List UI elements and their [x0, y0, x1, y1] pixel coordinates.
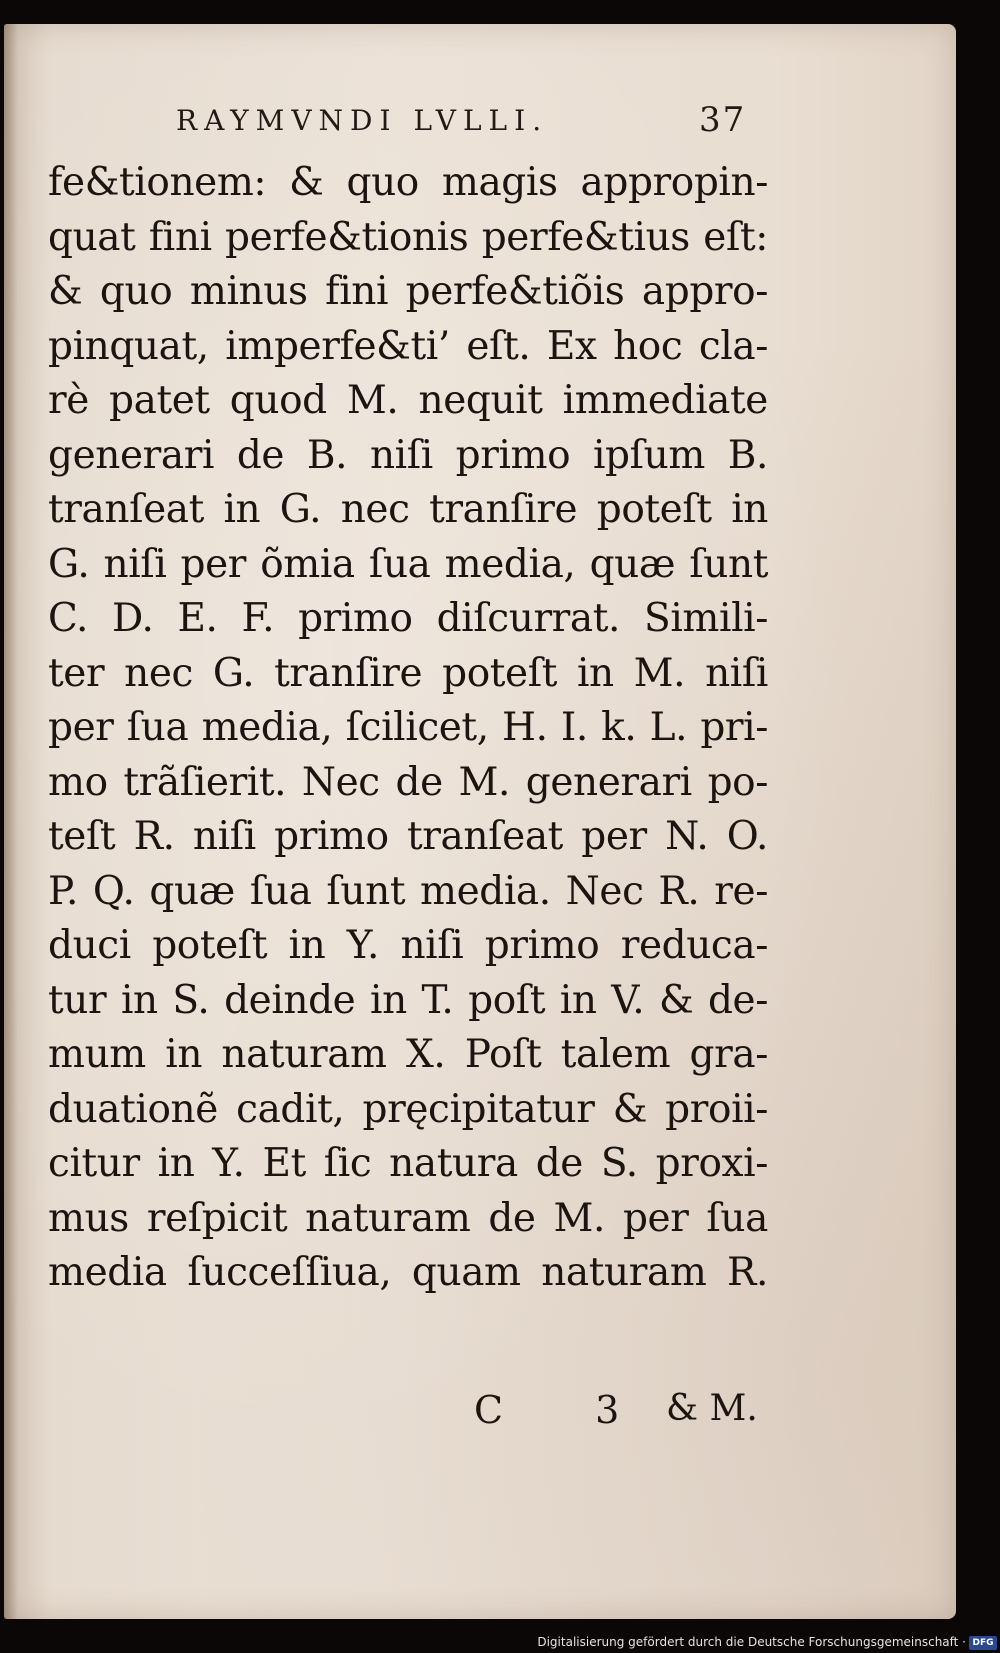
text-line: duationẽ cadit, pręcipitatur & proii-: [48, 1086, 768, 1132]
text-line: mum in naturam X. Poſt talem gra-: [48, 1032, 768, 1077]
text-line: & quo minus fini perfe&tiõis appro-: [48, 269, 768, 314]
signature-mark: C 3: [474, 1388, 660, 1432]
page-header: [164, 86, 764, 146]
text-line: fe&tionem: & quo magis appropin-: [48, 160, 768, 205]
text-line: mo trãſierit. Nec de M. generari po-: [48, 759, 768, 805]
text-line: citur in Y. Et ſic natura de S. proxi-: [48, 1141, 768, 1186]
text-line: ter nec G. tranſire poteſt in M. niſi: [48, 650, 768, 696]
body-text: [48, 156, 768, 1301]
text-line: tranſeat in G. nec tranſire poteſt in: [48, 487, 768, 532]
catchword: & M.: [666, 1388, 758, 1429]
dfg-logo: DFG: [969, 1636, 997, 1650]
digitization-credit: Digitalisierung gefördert durch die Deutsche Forschungsgemeinschaft ·: [537, 1635, 966, 1649]
running-head: RAYMVNDI LVLLI.: [176, 104, 549, 137]
text-line: quat fini perfe&tionis perfe&tius eſt:: [48, 214, 768, 260]
text-line: tur in S. deinde in T. poſt in V. & de-: [48, 977, 768, 1023]
text-line: P. Q. quæ ſua ſunt media. Nec R. re-: [48, 868, 768, 914]
text-line: pinquat, imperfe&ti’ eſt. Ex hoc cla-: [48, 323, 768, 369]
text-line: C. D. E. F. primo diſcurrat. Simili-: [48, 596, 768, 641]
page-number: 37: [699, 100, 747, 140]
book-page: [4, 24, 956, 1619]
text-line: generari de B. niſi primo ipſum B.: [48, 432, 768, 478]
text-line: rè patet quod M. nequit immediate: [48, 378, 768, 423]
text-line: per ſua media, ſcilicet, H. I. k. L. pri-: [48, 705, 768, 750]
text-line: G. niſi per õmia ſua media, quæ ſunt: [48, 541, 768, 587]
text-line: duci poteſt in Y. niſi primo reduca-: [48, 923, 768, 968]
text-line: mus reſpicit naturam de M. per ſua: [48, 1195, 768, 1241]
page-footer: [454, 1384, 774, 1444]
text-line: teſt R. niſi primo tranſeat per N. O.: [48, 814, 768, 859]
text-line: media ſucceſſiua, quam naturam R.: [48, 1250, 768, 1295]
